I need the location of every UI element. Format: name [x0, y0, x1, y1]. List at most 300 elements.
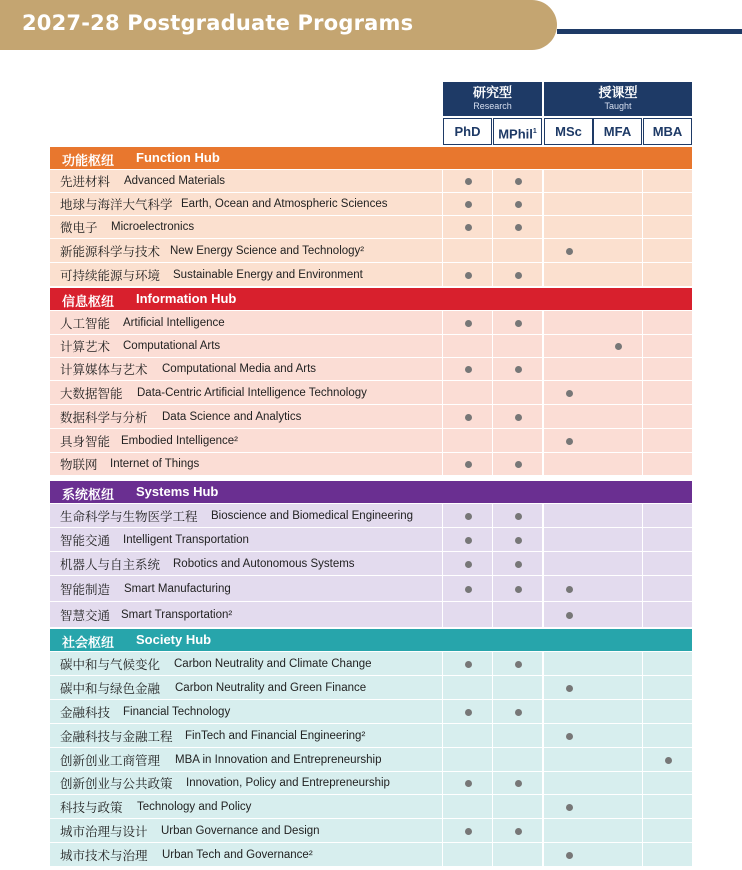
program-name-en: Intelligent Transportation	[123, 533, 249, 546]
degree-cell-mphil	[493, 170, 542, 192]
degree-cell-mba	[643, 676, 692, 699]
program-row	[50, 676, 692, 699]
degree-cell-phd	[443, 652, 492, 675]
program-row	[50, 193, 692, 215]
degree-cell-mfa	[593, 405, 642, 428]
program-name-cn: 地球与海洋大气科学	[60, 198, 173, 212]
program-label-cell	[50, 602, 442, 627]
hub-header	[50, 288, 692, 310]
degree-cell-msc	[544, 724, 593, 747]
program-name-cn: 碳中和与绿色金融	[60, 681, 161, 696]
program-name-en: Computational Arts	[123, 340, 221, 352]
degree-cell-mba	[643, 504, 692, 527]
program-name-cn: 科技与政策	[60, 800, 123, 815]
degree-cell-phd	[443, 843, 492, 866]
degree-cell-msc	[544, 602, 593, 627]
offered-dot	[515, 780, 522, 787]
hub-header-cn: 功能枢纽	[62, 153, 115, 168]
offered-dot	[566, 390, 573, 397]
offered-dot	[465, 224, 472, 231]
degree-cell-mba	[643, 193, 692, 215]
offered-dot	[515, 461, 522, 468]
program-label-cell	[50, 819, 442, 842]
degree-cell-phd	[443, 772, 492, 794]
degree-cell-mba	[643, 528, 692, 551]
hub-header-en: Information Hub	[136, 291, 237, 306]
program-row	[50, 552, 692, 575]
program-name-cn: 创新创业与公共政策	[60, 777, 173, 791]
program-name-cn: 大数据智能	[60, 386, 123, 401]
program-row	[50, 504, 692, 527]
degree-cell-mba	[643, 602, 692, 627]
program-label-cell	[50, 381, 442, 404]
program-name-en: FinTech and Financial Engineering²	[185, 729, 366, 742]
program-name-cn: 微电子	[60, 221, 98, 235]
column-header-mba	[643, 118, 692, 145]
degree-cell-mba	[643, 748, 692, 771]
program-row	[50, 453, 692, 475]
program-name-cn: 机器人与自主系统	[60, 557, 161, 572]
offered-dot	[515, 366, 522, 373]
degree-cell-mfa	[593, 216, 642, 238]
degree-cell-mphil	[493, 528, 542, 551]
program-row	[50, 843, 692, 866]
offered-dot	[566, 685, 573, 692]
program-row	[50, 652, 692, 675]
degree-cell-mphil	[493, 724, 542, 747]
hub-header-cn: 系统枢纽	[62, 487, 115, 502]
program-row	[50, 263, 692, 286]
degree-cell-mfa	[593, 724, 642, 747]
offered-dot	[515, 414, 522, 421]
degree-cell-mphil	[493, 700, 542, 723]
degree-cell-mfa	[593, 528, 642, 551]
program-row	[50, 381, 692, 404]
degree-cell-msc	[544, 528, 593, 551]
program-name-en: Embodied Intelligence²	[121, 434, 238, 447]
degree-cell-mphil	[493, 193, 542, 215]
degree-cell-mfa	[593, 170, 642, 192]
degree-cell-phd	[443, 602, 492, 627]
offered-dot	[515, 709, 522, 716]
degree-cell-mphil	[493, 429, 542, 452]
degree-cell-mphil	[493, 358, 542, 380]
degree-cell-mphil	[493, 552, 542, 575]
hub-header-en: Systems Hub	[136, 484, 219, 499]
offered-dot	[465, 537, 472, 544]
degree-cell-mfa	[593, 193, 642, 215]
degree-cell-mphil	[493, 676, 542, 699]
program-row	[50, 239, 692, 262]
program-name-cn: 具身智能	[60, 434, 111, 449]
program-name-cn: 先进材料	[60, 175, 111, 189]
degree-cell-mphil	[493, 843, 542, 866]
degree-cell-phd	[443, 819, 492, 842]
program-label-cell	[50, 652, 442, 675]
offered-dot	[515, 320, 522, 327]
degree-cell-phd	[443, 528, 492, 551]
degree-cell-msc	[544, 239, 593, 262]
column-header-msc	[544, 118, 593, 145]
degree-cell-mphil	[493, 602, 542, 627]
program-label-cell	[50, 216, 442, 238]
degree-cell-mfa	[593, 552, 642, 575]
program-name-en: Computational Media and Arts	[162, 363, 317, 375]
program-row	[50, 819, 692, 842]
program-row	[50, 170, 692, 192]
degree-cell-mfa	[593, 504, 642, 527]
degree-cell-phd	[443, 700, 492, 723]
degree-cell-phd	[443, 748, 492, 771]
program-row	[50, 429, 692, 452]
degree-cell-mphil	[493, 239, 542, 262]
program-name-cn: 可持续能源与环境	[60, 268, 161, 283]
program-label-cell	[50, 504, 442, 527]
offered-dot	[566, 586, 573, 593]
degree-cell-mphil	[493, 405, 542, 428]
offered-dot	[465, 272, 472, 279]
degree-cell-msc	[544, 843, 593, 866]
degree-cell-mfa	[593, 453, 642, 475]
degree-cell-msc	[544, 335, 593, 357]
degree-cell-msc	[544, 453, 593, 475]
column-label: MSc	[555, 124, 582, 139]
program-label-cell	[50, 795, 442, 818]
program-label-cell	[50, 724, 442, 747]
group-taught-en: Taught	[604, 101, 632, 111]
program-row	[50, 311, 692, 334]
program-name-cn: 计算媒体与艺术	[60, 363, 148, 377]
degree-cell-mba	[643, 429, 692, 452]
degree-cell-mfa	[593, 311, 642, 334]
program-row	[50, 724, 692, 747]
program-row	[50, 795, 692, 818]
degree-cell-mphil	[493, 216, 542, 238]
program-name-cn: 碳中和与气候变化	[60, 657, 161, 672]
offered-dot	[515, 201, 522, 208]
program-label-cell	[50, 576, 442, 601]
degree-cell-mfa	[593, 772, 642, 794]
degree-cell-mphil	[493, 819, 542, 842]
program-name-cn: 城市技术与治理	[60, 848, 148, 863]
degree-cell-mba	[643, 405, 692, 428]
program-name-en: Carbon Neutrality and Climate Change	[174, 657, 372, 670]
program-label-cell	[50, 843, 442, 866]
degree-cell-msc	[544, 216, 593, 238]
offered-dot	[465, 366, 472, 373]
degree-cell-mba	[643, 358, 692, 380]
degree-cell-mphil	[493, 453, 542, 475]
group-taught-cn: 授课型	[598, 85, 638, 100]
hub-header	[50, 481, 692, 503]
degree-cell-mfa	[593, 239, 642, 262]
offered-dot	[615, 343, 622, 350]
degree-cell-mfa	[593, 843, 642, 866]
degree-cell-mba	[643, 772, 692, 794]
degree-cell-mba	[643, 239, 692, 262]
program-name-en: Financial Technology	[123, 705, 231, 718]
program-label-cell	[50, 311, 442, 334]
program-name-cn: 创新创业工商管理	[60, 753, 161, 768]
program-name-en: Bioscience and Biomedical Engineering	[211, 509, 414, 522]
degree-cell-msc	[544, 311, 593, 334]
program-name-en: Internet of Things	[110, 458, 200, 470]
degree-cell-phd	[443, 193, 492, 215]
degree-cell-mfa	[593, 652, 642, 675]
program-name-en: Technology and Policy	[137, 800, 252, 813]
hub-header-en: Function Hub	[136, 150, 220, 165]
degree-cell-mfa	[593, 795, 642, 818]
degree-cell-phd	[443, 239, 492, 262]
degree-cell-mba	[643, 381, 692, 404]
degree-cell-phd	[443, 311, 492, 334]
program-label-cell	[50, 748, 442, 771]
degree-cell-msc	[544, 552, 593, 575]
column-header-mphil	[493, 118, 542, 145]
degree-cell-mfa	[593, 602, 642, 627]
group-header-taught	[544, 82, 692, 116]
program-row	[50, 772, 692, 794]
program-name-en: New Energy Science and Technology²	[170, 244, 365, 257]
offered-dot	[465, 320, 472, 327]
program-label-cell	[50, 772, 442, 794]
offered-dot	[465, 586, 472, 593]
program-name-cn: 城市治理与设计	[60, 824, 148, 839]
program-label-cell	[50, 170, 442, 192]
degree-cell-phd	[443, 576, 492, 601]
hub-header	[50, 629, 692, 651]
program-label-cell	[50, 239, 442, 262]
title-banner	[0, 0, 557, 50]
offered-dot	[465, 178, 472, 185]
degree-cell-phd	[443, 358, 492, 380]
program-name-en: Smart Transportation²	[121, 608, 233, 621]
degree-cell-mba	[643, 795, 692, 818]
program-name-en: Urban Governance and Design	[161, 824, 320, 837]
program-name-en: Advanced Materials	[124, 175, 225, 187]
hub-header-cn: 社会枢纽	[62, 635, 115, 650]
degree-cell-mfa	[593, 381, 642, 404]
column-label: MPhil	[498, 126, 533, 142]
offered-dot	[566, 804, 573, 811]
column-label: MBA	[652, 124, 683, 139]
degree-cell-phd	[443, 795, 492, 818]
degree-cell-mphil	[493, 311, 542, 334]
degree-cell-msc	[544, 405, 593, 428]
degree-cell-msc	[544, 193, 593, 215]
program-name-cn: 计算艺术	[60, 340, 111, 354]
program-label-cell	[50, 552, 442, 575]
program-row	[50, 576, 692, 601]
degree-cell-msc	[544, 652, 593, 675]
program-name-en: Data-Centric Artificial Intelligence Technology	[137, 386, 367, 399]
degree-cell-mba	[643, 652, 692, 675]
degree-cell-msc	[544, 795, 593, 818]
degree-cell-mfa	[593, 676, 642, 699]
program-label-cell	[50, 700, 442, 723]
group-header-research	[443, 82, 542, 116]
offered-dot	[566, 248, 573, 255]
degree-cell-mba	[643, 335, 692, 357]
degree-cell-mba	[643, 724, 692, 747]
program-name-en: Microelectronics	[111, 221, 195, 233]
degree-cell-phd	[443, 216, 492, 238]
group-research-en: Research	[473, 101, 512, 111]
degree-cell-mba	[643, 311, 692, 334]
degree-cell-msc	[544, 700, 593, 723]
degree-cell-mphil	[493, 263, 542, 286]
degree-cell-phd	[443, 676, 492, 699]
degree-cell-msc	[544, 429, 593, 452]
degree-cell-mfa	[593, 335, 642, 357]
degree-cell-mba	[643, 263, 692, 286]
degree-cell-msc	[544, 263, 593, 286]
degree-cell-mphil	[493, 576, 542, 601]
mphil-footnote-marker: 1	[532, 128, 537, 135]
offered-dot	[515, 561, 522, 568]
hub-header-cn: 信息枢纽	[62, 294, 115, 309]
program-label-cell	[50, 193, 442, 215]
program-label-cell	[50, 676, 442, 699]
degree-cell-mphil	[493, 748, 542, 771]
offered-dot	[465, 461, 472, 468]
offered-dot	[515, 828, 522, 835]
offered-dot	[465, 561, 472, 568]
program-label-cell	[50, 335, 442, 357]
program-name-cn: 生命科学与生物医学工程	[60, 509, 198, 524]
degree-cell-mfa	[593, 263, 642, 286]
program-label-cell	[50, 429, 442, 452]
degree-cell-mba	[643, 843, 692, 866]
degree-cell-msc	[544, 772, 593, 794]
degree-cell-mfa	[593, 819, 642, 842]
degree-cell-mphil	[493, 652, 542, 675]
degree-cell-msc	[544, 819, 593, 842]
program-name-cn: 人工智能	[60, 316, 111, 331]
program-name-cn: 金融科技	[60, 705, 111, 720]
degree-cell-msc	[544, 748, 593, 771]
program-row	[50, 335, 692, 357]
degree-cell-phd	[443, 263, 492, 286]
degree-cell-msc	[544, 170, 593, 192]
program-name-en: Earth, Ocean and Atmospheric Sciences	[181, 198, 388, 210]
degree-cell-mba	[643, 552, 692, 575]
degree-cell-mfa	[593, 358, 642, 380]
program-row	[50, 358, 692, 380]
column-header-mfa	[593, 118, 642, 145]
offered-dot	[465, 709, 472, 716]
offered-dot	[566, 733, 573, 740]
banner-divider	[557, 29, 742, 34]
degree-cell-mba	[643, 216, 692, 238]
degree-cell-msc	[544, 676, 593, 699]
column-label: PhD	[454, 124, 481, 139]
degree-cell-msc	[544, 504, 593, 527]
program-name-en: Carbon Neutrality and Green Finance	[175, 681, 367, 694]
program-name-cn: 新能源科学与技术	[60, 244, 161, 259]
degree-cell-phd	[443, 552, 492, 575]
program-name-en: Artificial Intelligence	[123, 316, 225, 329]
program-row	[50, 405, 692, 428]
column-header-phd	[443, 118, 492, 145]
degree-cell-mfa	[593, 576, 642, 601]
degree-cell-phd	[443, 453, 492, 475]
program-row	[50, 528, 692, 551]
offered-dot	[566, 438, 573, 445]
group-research-cn: 研究型	[472, 85, 512, 100]
degree-cell-mfa	[593, 429, 642, 452]
program-name-cn: 智能交通	[60, 533, 111, 548]
offered-dot	[465, 414, 472, 421]
degree-cell-mba	[643, 576, 692, 601]
degree-cell-mba	[643, 170, 692, 192]
offered-dot	[515, 224, 522, 231]
program-name-en: MBA in Innovation and Entrepreneurship	[175, 753, 382, 766]
program-row	[50, 748, 692, 771]
degree-cell-mphil	[493, 335, 542, 357]
degree-cell-phd	[443, 724, 492, 747]
offered-dot	[665, 757, 672, 764]
degree-cell-msc	[544, 381, 593, 404]
program-name-cn: 智慧交通	[60, 608, 111, 623]
program-label-cell	[50, 405, 442, 428]
program-name-cn: 数据科学与分析	[60, 410, 148, 425]
degree-cell-mba	[643, 819, 692, 842]
program-label-cell	[50, 358, 442, 380]
degree-cell-phd	[443, 170, 492, 192]
page-title: 2027-28 Postgraduate Programs	[22, 11, 414, 35]
offered-dot	[515, 661, 522, 668]
program-label-cell	[50, 528, 442, 551]
degree-cell-phd	[443, 381, 492, 404]
column-label: MFA	[603, 124, 632, 139]
program-label-cell	[50, 263, 442, 286]
program-name-cn: 智能制造	[60, 582, 111, 597]
degree-cell-mphil	[493, 381, 542, 404]
degree-cell-mfa	[593, 748, 642, 771]
degree-cell-mphil	[493, 772, 542, 794]
program-name-en: Robotics and Autonomous Systems	[173, 557, 355, 570]
degree-cell-mba	[643, 700, 692, 723]
degree-cell-msc	[544, 576, 593, 601]
offered-dot	[515, 537, 522, 544]
degree-cell-phd	[443, 429, 492, 452]
hub-header-en: Society Hub	[136, 632, 212, 647]
offered-dot	[515, 272, 522, 279]
offered-dot	[465, 513, 472, 520]
offered-dot	[515, 178, 522, 185]
degree-cell-phd	[443, 335, 492, 357]
offered-dot	[465, 201, 472, 208]
program-name-en: Urban Tech and Governance²	[162, 848, 313, 861]
hub-header	[50, 147, 692, 169]
program-row	[50, 216, 692, 238]
degree-cell-mphil	[493, 504, 542, 527]
degree-cell-msc	[544, 358, 593, 380]
program-name-cn: 物联网	[60, 458, 98, 472]
program-name-en: Sustainable Energy and Environment	[173, 268, 363, 281]
program-name-cn: 金融科技与金融工程	[60, 729, 173, 744]
degree-cell-phd	[443, 405, 492, 428]
program-row	[50, 602, 692, 627]
program-label-cell	[50, 453, 442, 475]
degree-cell-mphil	[493, 795, 542, 818]
offered-dot	[465, 780, 472, 787]
degree-cell-mba	[643, 453, 692, 475]
offered-dot	[566, 612, 573, 619]
program-name-en: Smart Manufacturing	[124, 582, 231, 595]
offered-dot	[465, 828, 472, 835]
